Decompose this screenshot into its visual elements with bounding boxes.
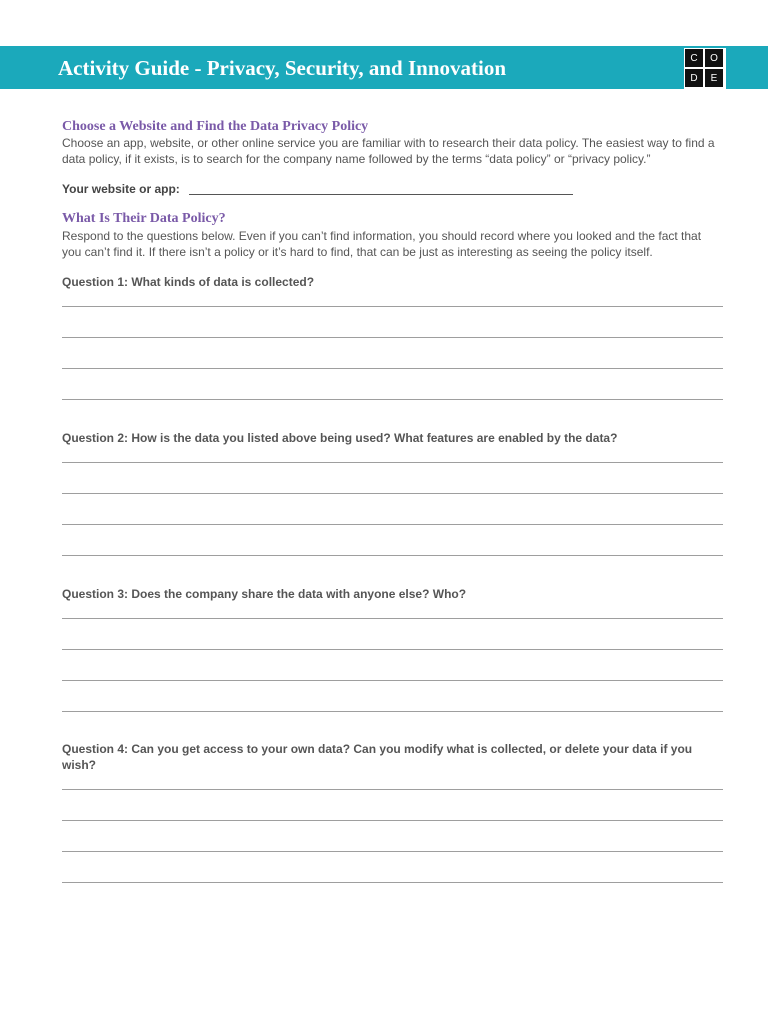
- logo-letter-d: D: [685, 69, 703, 87]
- section-heading-choose-website: Choose a Website and Find the Data Privacy Policy: [62, 119, 369, 134]
- answer-line[interactable]: [62, 337, 723, 338]
- section-heading-data-policy: What Is Their Data Policy?: [62, 211, 226, 226]
- answer-line[interactable]: [62, 368, 723, 369]
- section-intro-text: Choose an app, website, or other online service you are familiar with to research their data policy. The easiest way to find a data policy, if it exists, is to search for the company name followed by the terms “data policy” or “privacy policy.”: [62, 136, 715, 166]
- question-3: Question 3: Does the company share the data with anyone else? Who?: [62, 587, 467, 601]
- answer-line[interactable]: [62, 493, 723, 494]
- answer-line[interactable]: [62, 555, 723, 556]
- question-1: Question 1: What kinds of data is collected?: [62, 275, 315, 289]
- answer-line[interactable]: [62, 680, 723, 681]
- website-field-label: Your website or app:: [62, 182, 180, 196]
- section-instructions-text: Respond to the questions below. Even if you can’t find information, you should record where you looked and the fact that you can’t find it. If there isn’t a policy or it’s hard to find, that can be just as interesting as seeing the policy itself.: [62, 229, 702, 259]
- answer-line[interactable]: [62, 711, 723, 712]
- answer-line[interactable]: [62, 524, 723, 525]
- logo-letter-e: E: [705, 69, 723, 87]
- answer-line[interactable]: [62, 399, 723, 400]
- question-4: Question 4: Can you get access to your own data? Can you modify what is collected, or delete your data if you wish?: [62, 742, 693, 772]
- page-title: Activity Guide - Privacy, Security, and Innovation: [58, 56, 507, 80]
- answer-line[interactable]: [62, 462, 723, 463]
- answer-line[interactable]: [62, 649, 723, 650]
- code-logo: [684, 48, 726, 90]
- answer-line[interactable]: [62, 789, 723, 790]
- logo-letter-o: O: [705, 49, 723, 67]
- answer-line[interactable]: [62, 618, 723, 619]
- answer-line[interactable]: [62, 306, 723, 307]
- answer-line[interactable]: [62, 851, 723, 852]
- logo-letter-c: C: [685, 49, 703, 67]
- answer-line[interactable]: [62, 882, 723, 883]
- question-2: Question 2: How is the data you listed above being used? What features are enabled by the data?: [62, 431, 618, 445]
- website-field-blank[interactable]: [189, 194, 573, 195]
- answer-line[interactable]: [62, 820, 723, 821]
